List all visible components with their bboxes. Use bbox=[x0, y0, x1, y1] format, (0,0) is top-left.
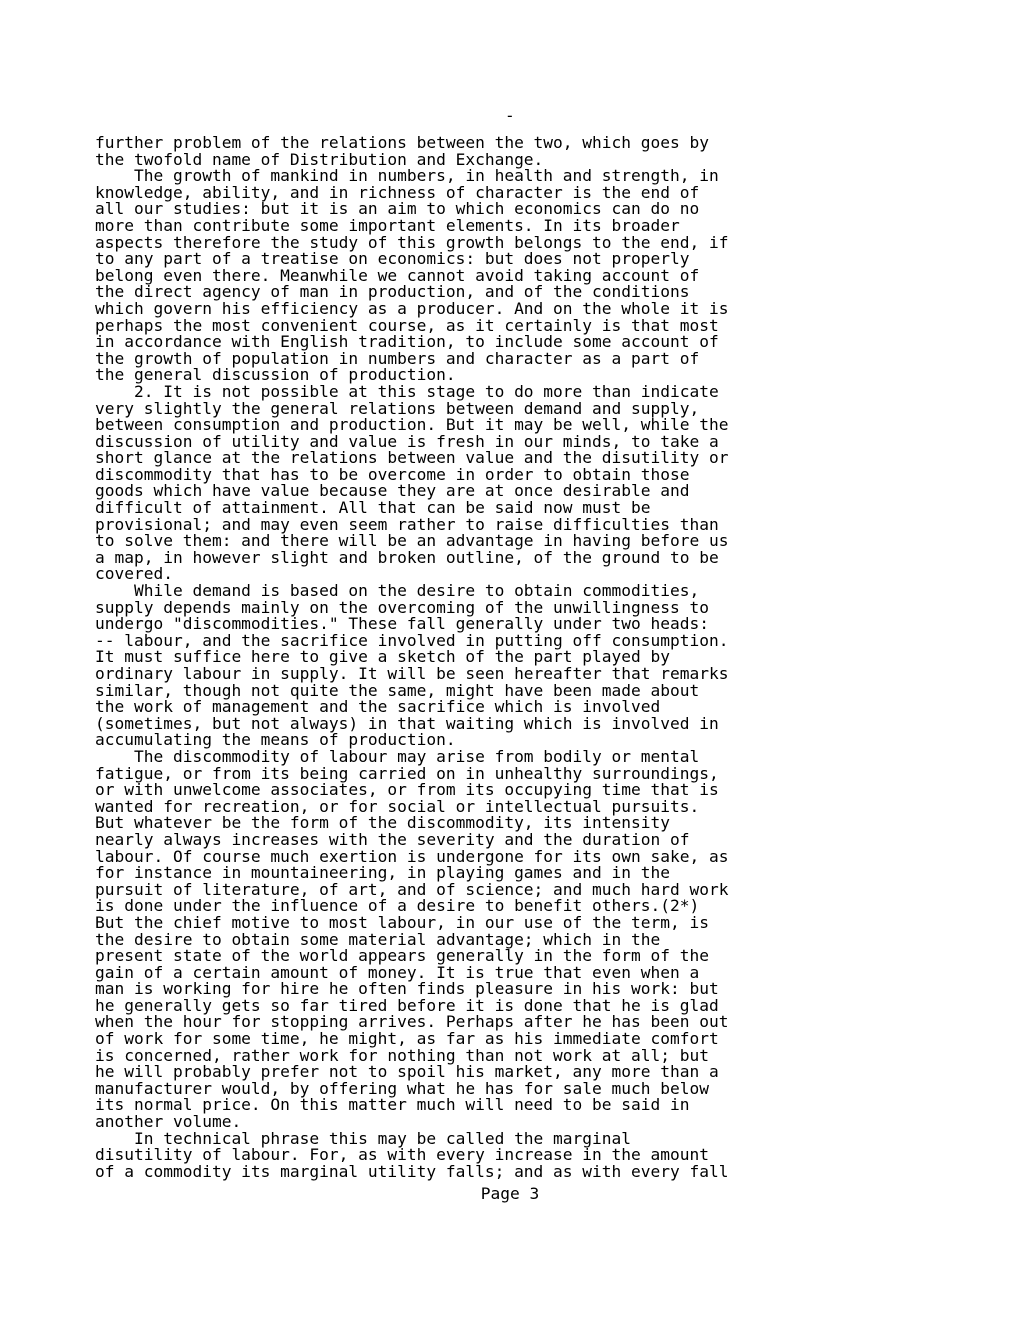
text-line: supply depends mainly on the overcoming of the unwillingness to bbox=[95, 597, 709, 617]
text-line: But the chief motive to most labour, in our use of the term, is bbox=[95, 912, 709, 932]
text-line: The growth of mankind in numbers, in health and strength, in bbox=[95, 166, 719, 186]
text-line: While demand is based on the desire to obtain commodities, bbox=[95, 581, 700, 601]
text-line: in accordance with English tradition, to include some account of bbox=[95, 332, 719, 352]
text-line: gain of a certain amount of money. It is true that even when a bbox=[95, 962, 700, 982]
text-line: labour. Of course much exertion is undergone for its own sake, as bbox=[95, 846, 729, 866]
text-line: accumulating the means of production. bbox=[95, 730, 456, 750]
text-line: goods which have value because they are at once desirable and bbox=[95, 481, 690, 501]
text-line: knowledge, ability, and in richness of character is the end of bbox=[95, 182, 700, 202]
text-line: discommodity that has to be overcome in order to obtain those bbox=[95, 464, 690, 484]
text-line: manufacturer would, by offering what he has for sale much below bbox=[95, 1078, 709, 1098]
text-line: aspects therefore the study of this growth belongs to the end, if bbox=[95, 232, 729, 252]
body-text bbox=[95, 135, 995, 1180]
text-line: difficult of attainment. All that can be said now must be bbox=[95, 498, 651, 518]
text-line: a map, in however slight and broken outline, of the ground to be bbox=[95, 547, 719, 567]
text-line: pursuit of literature, of art, and of science; and much hard work bbox=[95, 879, 729, 899]
text-line: to solve them: and there will be an advantage in having before us bbox=[95, 531, 729, 551]
text-line: discussion of utility and value is fresh in our minds, to take a bbox=[95, 431, 719, 451]
text-line: man is working for hire he often finds pleasure in his work: but bbox=[95, 979, 719, 999]
text-line: is done under the influence of a desire to benefit others.(2*) bbox=[95, 896, 700, 916]
text-line: covered. bbox=[95, 564, 173, 584]
text-line: provisional; and may even seem rather to raise difficulties than bbox=[95, 514, 719, 534]
text-line: he generally gets so far tired before it is done that he is glad bbox=[95, 995, 719, 1015]
text-line: of work for some time, he might, as far as his immediate comfort bbox=[95, 1029, 719, 1049]
text-line: more than contribute some important elements. In its broader bbox=[95, 215, 680, 235]
text-line: is concerned, rather work for nothing than not work at all; but bbox=[95, 1045, 709, 1065]
text-line: the twofold name of Distribution and Exchange. bbox=[95, 149, 544, 169]
text-line: another volume. bbox=[95, 1112, 242, 1132]
text-line: belong even there. Meanwhile we cannot avoid taking account of bbox=[95, 265, 700, 285]
text-line: of a commodity its marginal utility falls; and as with every fall bbox=[95, 1161, 729, 1181]
text-line: all our studies: but it is an aim to which economics can do no bbox=[95, 199, 700, 219]
text-line: The discommodity of labour may arise from bodily or mental bbox=[95, 746, 700, 766]
text-line: the general discussion of production. bbox=[95, 365, 456, 385]
text-line: the growth of population in numbers and character as a part of bbox=[95, 348, 700, 368]
text-line: or with unwelcome associates, or from its occupying time that is bbox=[95, 780, 719, 800]
text-line: perhaps the most convenient course, as it certainly is that most bbox=[95, 315, 719, 335]
header-mark: - bbox=[505, 106, 515, 125]
text-line: the direct agency of man in production, and of the conditions bbox=[95, 282, 690, 302]
page-number: Page 3 bbox=[480, 1184, 540, 1203]
text-line: the desire to obtain some material advantage; which in the bbox=[95, 929, 661, 949]
text-line: undergo "discommodities." These fall generally under two heads: bbox=[95, 614, 709, 634]
text-line: similar, though not quite the same, might have been made about bbox=[95, 680, 700, 700]
text-line: But whatever be the form of the discommodity, its intensity bbox=[95, 813, 670, 833]
text-line: further problem of the relations between the two, which goes by bbox=[95, 133, 709, 152]
text-line: the work of management and the sacrifice which is involved bbox=[95, 697, 661, 717]
text-line: fatigue, or from its being carried on in unhealthy surroundings, bbox=[95, 763, 719, 783]
text-line: disutility of labour. For, as with every increase in the amount bbox=[95, 1145, 709, 1165]
text-line: he will probably prefer not to spoil his market, any more than a bbox=[95, 1062, 719, 1082]
text-line: -- labour, and the sacrifice involved in putting off consumption. bbox=[95, 630, 729, 650]
text-line: In technical phrase this may be called the marginal bbox=[95, 1128, 632, 1148]
text-line: to any part of a treatise on economics: but does not properly bbox=[95, 249, 690, 269]
text-line: (sometimes, but not always) in that waiting which is involved in bbox=[95, 713, 719, 733]
text-line: when the hour for stopping arrives. Perhaps after he has been out bbox=[95, 1012, 729, 1032]
text-line: which govern his efficiency as a producer. And on the whole it is bbox=[95, 298, 729, 318]
text-line: It must suffice here to give a sketch of the part played by bbox=[95, 647, 670, 667]
text-line: very slightly the general relations between demand and supply, bbox=[95, 398, 700, 418]
text-line: ordinary labour in supply. It will be seen hereafter that remarks bbox=[95, 664, 729, 683]
text-line: present state of the world appears generally in the form of the bbox=[95, 946, 709, 966]
text-line: wanted for recreation, or for social or intellectual pursuits. bbox=[95, 796, 700, 816]
text-line: short glance at the relations between value and the disutility or bbox=[95, 448, 729, 468]
text-line: for instance in mountaineering, in playing games and in the bbox=[95, 863, 670, 883]
text-line: 2. It is not possible at this stage to do more than indicate bbox=[95, 381, 719, 401]
text-line: its normal price. On this matter much will need to be said in bbox=[95, 1095, 690, 1115]
text-line: nearly always increases with the severity and the duration of bbox=[95, 829, 690, 849]
text-line: between consumption and production. But it may be well, while the bbox=[95, 415, 729, 435]
